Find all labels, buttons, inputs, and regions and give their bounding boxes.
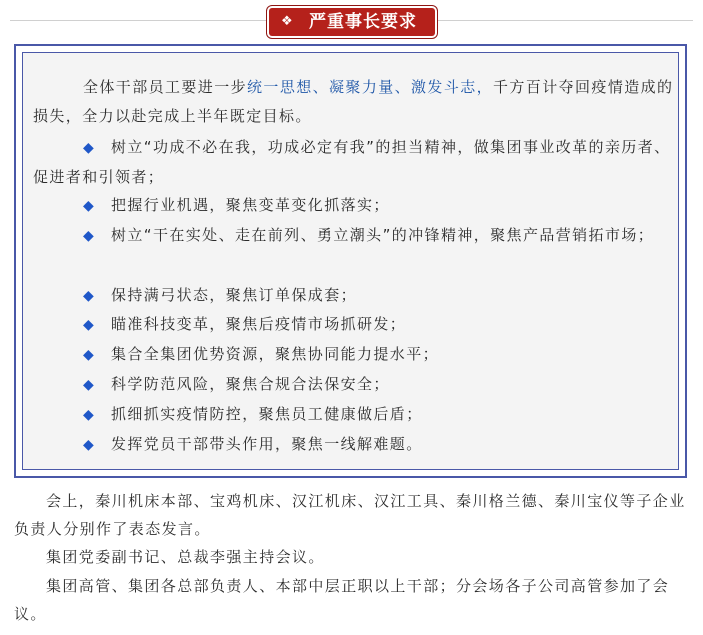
requirements-box-inner	[22, 52, 679, 470]
bullet-diamond-icon: ◆	[83, 407, 96, 423]
bullet-item	[33, 430, 675, 460]
bullet-text: 树立“功成不必在我，功成必定有我”的担当精神，做集团事业改革的亲历者、促进者和引领者；	[33, 138, 671, 186]
bullet-item	[33, 133, 675, 192]
bullet-diamond-icon: ◆	[83, 228, 96, 244]
bullet-text: 瞄准科技变革，聚焦后疫情市场抓研发；	[111, 315, 407, 333]
bullet-diamond-icon: ◆	[83, 288, 96, 304]
heading-title: 严重事长要求	[309, 12, 417, 32]
bullet-item	[33, 281, 675, 311]
bullet-item	[33, 191, 675, 221]
section-heading	[0, 0, 703, 40]
bullet-text: 树立“干在实处、走在前列、勇立潮头”的冲锋精神，聚焦产品营销拓市场；	[111, 226, 655, 244]
bullet-item	[33, 340, 675, 370]
intro-paragraph	[33, 73, 675, 131]
heading-badge	[269, 8, 435, 36]
bullet-text: 保持满弓状态，聚焦订单保成套；	[111, 286, 358, 304]
body-paragraph: 会上，秦川机床本部、宝鸡机床、汉江机床、汉江工具、秦川格兰德、秦川宝仪等子企业负责人分别作了表态发言。	[14, 492, 686, 538]
bullet-text: 科学防范风险，聚焦合规合法保安全；	[111, 375, 390, 393]
bullet-text: 抓细抓实疫情防控，聚焦员工健康做后盾；	[111, 405, 423, 423]
diamond-icon: ❖	[281, 14, 293, 29]
intro-highlight: 统一思想、凝聚力量、激发斗志，	[247, 78, 494, 96]
bullet-diamond-icon: ◆	[83, 140, 96, 156]
bullet-item	[33, 400, 675, 430]
bullet-item	[33, 370, 675, 400]
bullet-text: 集合全集团优势资源，聚焦协同能力提水平；	[111, 345, 440, 363]
bullet-text: 发挥党员干部带头作用，聚焦一线解难题。	[111, 435, 423, 453]
body-paragraph: 集团党委副书记、总裁李强主持会议。	[46, 548, 325, 566]
bullet-diamond-icon: ◆	[83, 317, 96, 333]
bullet-item	[33, 221, 675, 251]
bullet-text: 把握行业机遇，聚焦变革变化抓落实；	[111, 196, 390, 214]
bullet-diamond-icon: ◆	[83, 347, 96, 363]
bullet-item	[33, 310, 675, 340]
body-paragraph: 集团高管、集团各总部负责人、本部中层正职以上干部；分会场各子公司高管参加了会议。	[14, 577, 670, 623]
intro-text-before: 全体干部员工要进一步	[83, 78, 248, 96]
requirements-box	[14, 44, 687, 478]
bullet-diamond-icon: ◆	[83, 198, 96, 214]
intro-text-after: 千方百计夺回疫情造成的损失，全力以赴完成上半年既定目标。	[33, 78, 674, 125]
bullet-diamond-icon: ◆	[83, 377, 96, 393]
bullet-diamond-icon: ◆	[83, 437, 96, 453]
